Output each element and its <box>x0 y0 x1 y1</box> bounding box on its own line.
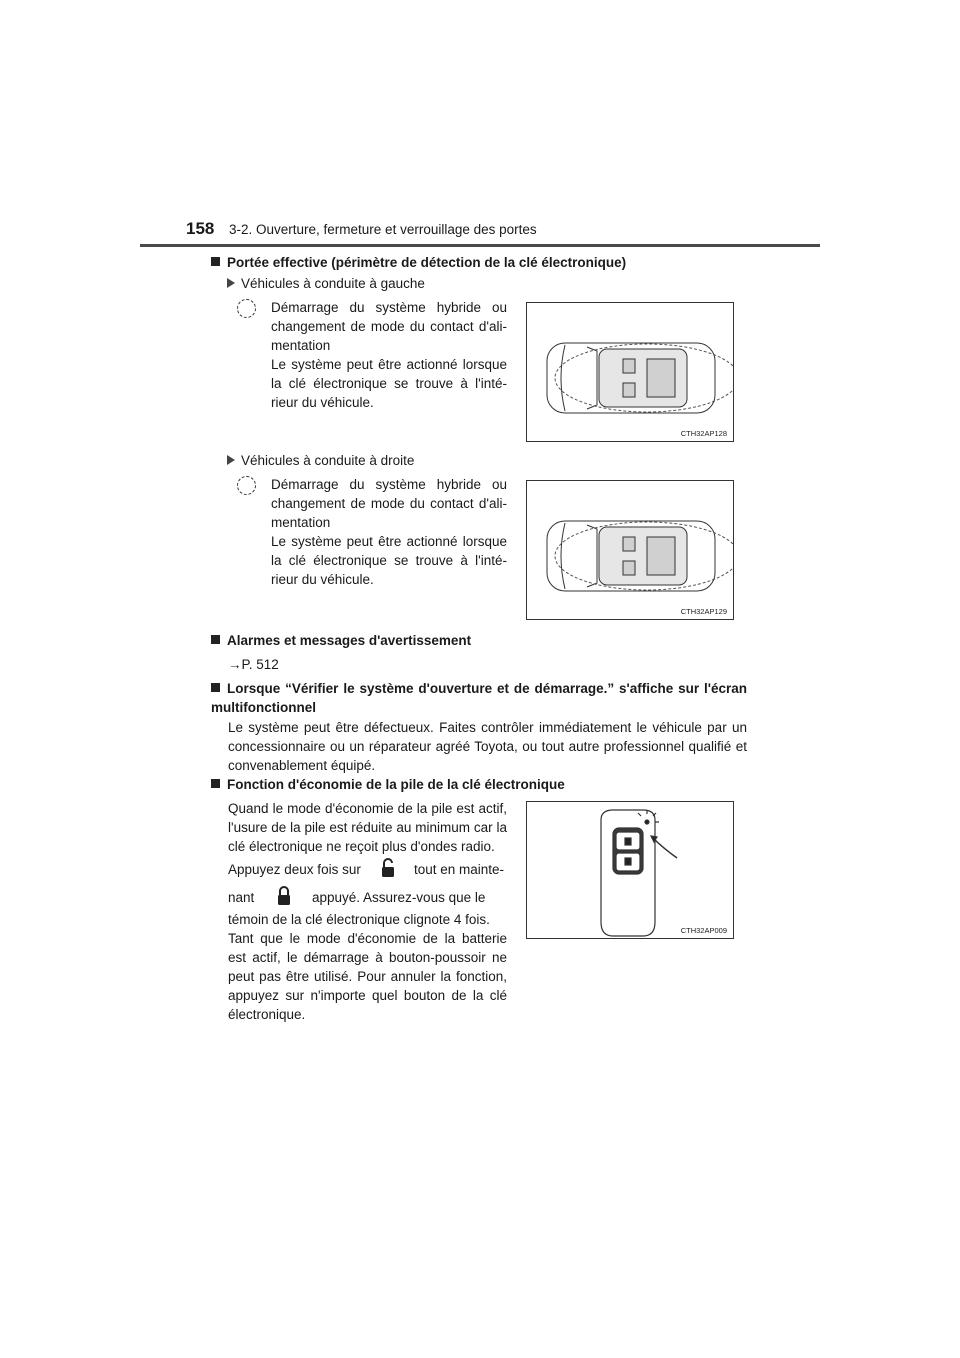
page-number: 158 <box>186 219 215 238</box>
car-topview-illustration <box>527 481 733 619</box>
right-drive-label: Véhicules à conduite à droite <box>227 453 414 468</box>
triangle-bullet-icon <box>227 455 235 465</box>
press-line-c: nant <box>228 890 255 905</box>
check-message-heading: Lorsque “Vérifier le système d'ouverture et de démarrage.” s'affiche sur l'écran multifonctionnel <box>211 681 747 715</box>
battery-saving-para1: Quand le mode d'économie de la pile est actif, l'usure de la pile est réduite au minimum car la clé électronique ne reçoit plus d'ondes radio. <box>228 801 507 854</box>
press-line-b: tout en mainte- <box>414 862 505 877</box>
press-line-d: appuyé. Assurez-vous que le <box>312 890 486 905</box>
key-fob-figure <box>526 801 734 939</box>
left-drive-car-figure <box>526 302 734 442</box>
left-drive-label: Véhicules à conduite à gauche <box>227 276 425 291</box>
alarms-page-reference[interactable]: →P. 512 <box>228 657 279 672</box>
range-heading: Portée effective (périmètre de détection de la clé électronique) <box>211 255 626 270</box>
battery-saving-heading: Fonction d'économie de la pile de la clé électronique <box>211 777 565 792</box>
key-fob-figure-code: CTH32AP009 <box>680 926 727 935</box>
unlock-icon <box>381 858 395 878</box>
dashed-circle-icon <box>237 476 256 495</box>
square-bullet-icon <box>211 683 220 692</box>
press-line-a: Appuyez deux fois sur <box>228 862 361 877</box>
header-rule <box>140 244 820 247</box>
key-fob-illustration <box>527 802 733 938</box>
left-drive-text2: Le système peut être actionné lorsque la clé électronique se trouve à l'inté-rieur du véhicule. <box>271 357 507 410</box>
right-drive-text2: Le système peut être actionné lorsque la clé électronique se trouve à l'inté-rieur du véhicule. <box>271 534 507 587</box>
section-title: 3-2. Ouverture, fermeture et verrouillage des portes <box>229 222 537 237</box>
lock-icon <box>277 886 291 906</box>
alarms-heading: Alarmes et messages d'avertissement <box>211 633 471 648</box>
square-bullet-icon <box>211 635 220 644</box>
left-drive-text1: Démarrage du système hybride ou changement de mode du contact d'ali-mentation <box>271 300 507 353</box>
right-drive-car-figure <box>526 480 734 620</box>
car-topview-illustration <box>527 303 733 441</box>
check-message-body: Le système peut être défectueux. Faites contrôler immédiatement le véhicule par un concessionnaire ou un réparateur agréé Toyota, ou tout autre professionnel qualifié et convenablement équipé. <box>228 720 747 773</box>
square-bullet-icon <box>211 257 220 266</box>
left-drive-figure-code: CTH32AP128 <box>680 429 727 438</box>
right-drive-figure-code: CTH32AP129 <box>680 607 727 616</box>
right-drive-text1: Démarrage du système hybride ou changement de mode du contact d'ali-mentation <box>271 477 507 530</box>
press-line-e: témoin de la clé électronique clignote 4 fois. <box>228 912 490 927</box>
battery-saving-para3: Tant que le mode d'économie de la batterie est actif, le démarrage à bouton-poussoir ne peut pas être utilisé. Pour annuler la fonction, appuyez sur n'importe quel bouton de la clé électronique. <box>228 931 507 1022</box>
triangle-bullet-icon <box>227 278 235 288</box>
square-bullet-icon <box>211 779 220 788</box>
dashed-circle-icon <box>237 299 256 318</box>
